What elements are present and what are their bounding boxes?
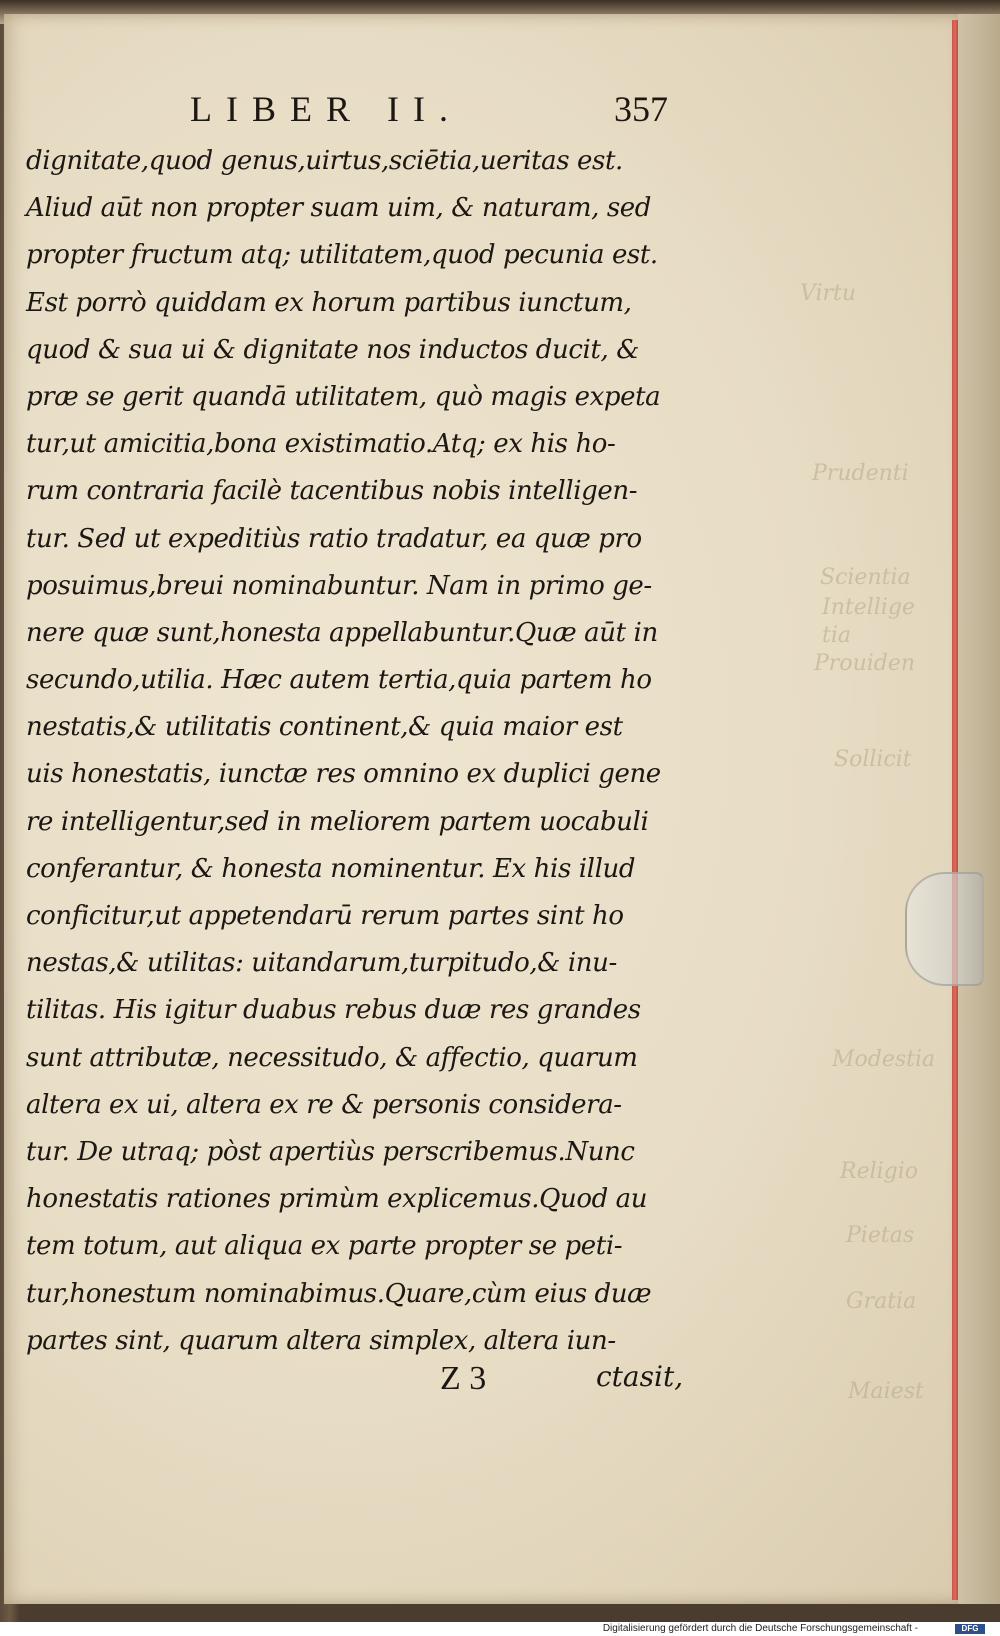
page-holder-clip bbox=[905, 872, 984, 986]
text-line: honestatis rationes primùm explicemus.Quod au bbox=[26, 1184, 648, 1215]
text-line: partes sint, quarum altera simplex, altera iun- bbox=[26, 1325, 616, 1356]
text-line: conferantur, & honesta nominentur. Ex his illud bbox=[26, 853, 636, 884]
show-through-text: Sollicit bbox=[834, 747, 912, 772]
show-through-text: Religio bbox=[840, 1159, 919, 1184]
text-line: posuimus,breui nominabuntur. Nam in primo ge- bbox=[26, 570, 652, 601]
text-line: quod & sua ui & dignitate nos inductos ducit, & bbox=[26, 334, 639, 365]
text-line: tem totum, aut aliqua ex parte propter se peti- bbox=[26, 1231, 623, 1262]
text-line: dignitate,quod genus,uirtus,sciētia,ueritas est. bbox=[26, 146, 623, 176]
show-through-text: tia bbox=[822, 623, 851, 648]
show-through-text: Scientia bbox=[820, 565, 911, 590]
show-through-text: Intellige bbox=[822, 595, 915, 620]
text-line: conficitur,ut appetendarū rerum partes sint ho bbox=[26, 901, 624, 931]
text-line: Est porrò quiddam ex horum partibus iunctum, bbox=[26, 287, 632, 318]
text-line: tilitas. His igitur duabus rebus duæ res grandes bbox=[26, 995, 641, 1026]
show-through-text: Pietas bbox=[846, 1223, 915, 1248]
body-text-block bbox=[26, 138, 726, 1365]
show-through-text: Prouiden bbox=[814, 651, 916, 676]
text-line: tur. De utraq; pòst apertiùs perscribemus.Nunc bbox=[26, 1136, 635, 1167]
show-through-text: Prudenti bbox=[812, 461, 909, 486]
text-line: tur,honestum nominabimus.Quare,cùm eius duæ bbox=[26, 1278, 652, 1309]
show-through-text: Gratia bbox=[846, 1289, 917, 1314]
running-header bbox=[190, 88, 710, 136]
text-line: propter fructum atq; utilitatem,quod pecunia est. bbox=[26, 240, 658, 271]
text-line: secundo,utilia. Hæc autem tertia,quia partem ho bbox=[26, 665, 652, 696]
text-line: sunt attributæ, necessitudo, & affectio, quarum bbox=[26, 1042, 638, 1073]
text-line: tur,ut amicitia,bona existimatio.Atq; ex his ho- bbox=[26, 429, 616, 460]
text-line: re intelligentur,sed in meliorem partem uocabuli bbox=[26, 806, 649, 837]
text-line: Aliud aūt non propter suam uim, & naturam, sed bbox=[26, 193, 652, 224]
text-line: præ se gerit quandā utilitatem, quò magis expeta bbox=[26, 381, 661, 412]
text-line: altera ex ui, altera ex re & personis considera- bbox=[26, 1089, 622, 1120]
dfg-logo-icon: DFG bbox=[955, 1624, 985, 1634]
text-line: tur. Sed ut expeditiùs ratio tradatur, ea quæ pro bbox=[26, 523, 642, 554]
red-page-edge bbox=[952, 20, 958, 1600]
page-number: 357 bbox=[614, 89, 668, 129]
text-line: nestas,& utilitas: uitandarum,turpitudo,& inu- bbox=[26, 948, 617, 979]
catchword: ctasit, bbox=[596, 1360, 684, 1393]
facing-page-margin bbox=[958, 14, 1000, 1604]
text-line: nestatis,& utilitatis continent,& quia maior est bbox=[26, 712, 623, 743]
text-line: rum contraria facilè tacentibus nobis intelligen- bbox=[26, 476, 638, 507]
text-line: uis honestatis, iunctæ res omnino ex duplici gene bbox=[26, 759, 661, 790]
text-line: nere quæ sunt,honesta appellabuntur.Quæ aūt in bbox=[26, 617, 658, 648]
show-through-text: Modestia bbox=[832, 1047, 936, 1072]
show-through-text: Virtu bbox=[800, 281, 857, 306]
digitization-credit: Digitalisierung gefördert durch die Deutsche Forschungsgemeinschaft - bbox=[602, 1623, 918, 1634]
show-through-text: Maiest bbox=[848, 1379, 924, 1404]
running-head-title: LIBER II. bbox=[190, 89, 462, 129]
signature-mark: Z 3 bbox=[440, 1360, 487, 1397]
